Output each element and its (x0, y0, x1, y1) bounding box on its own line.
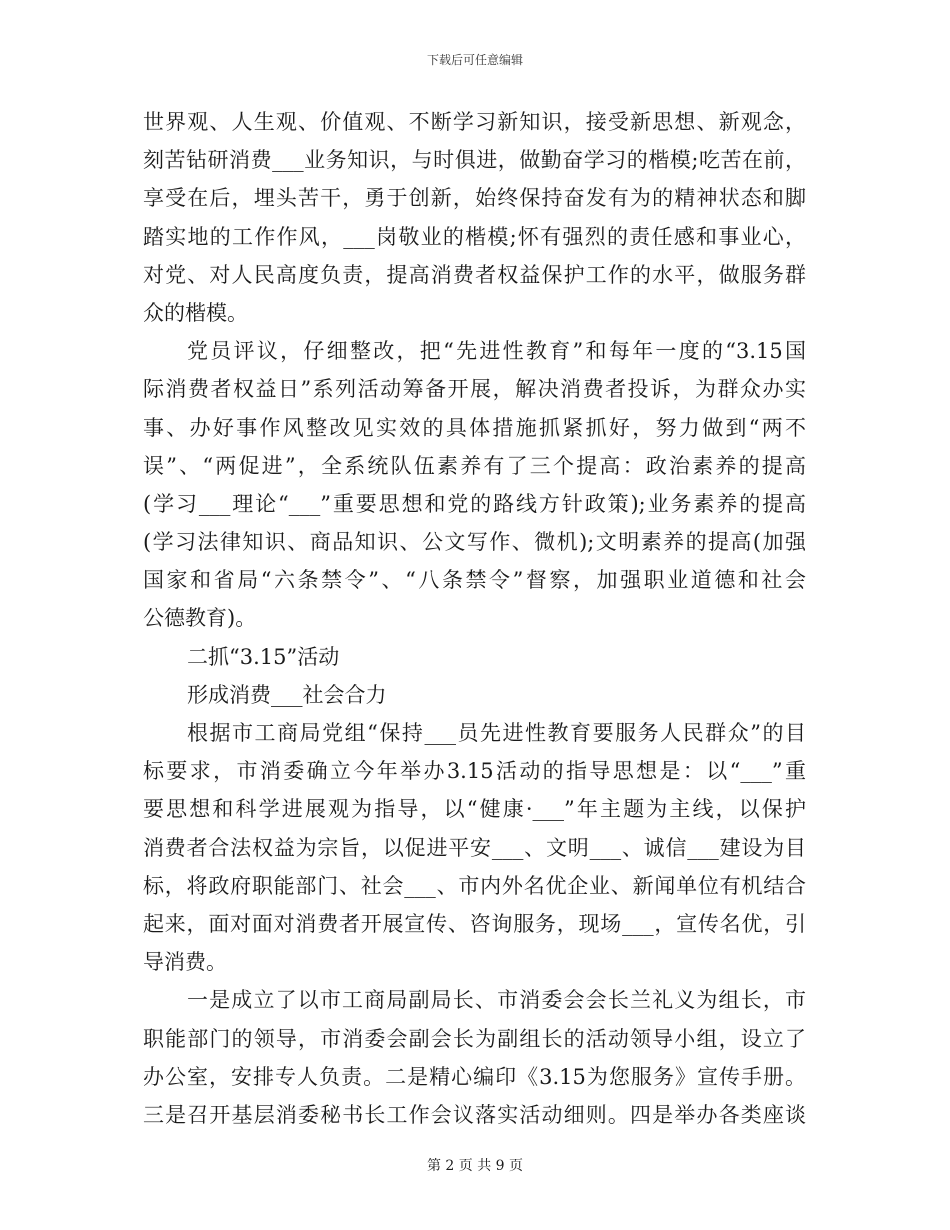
text-line: 标要求，市消委确立今年举办3.15活动的指导思想是：以“___”重 (143, 759, 806, 784)
text-line: 职能部门的领导，市消委会副会长为副组长的活动领导小组，设立了 (143, 1026, 806, 1051)
text-line: 刻苦钻研消费___业务知识，与时俱进，做勤奋学习的楷模;吃苦在前， (143, 148, 806, 173)
text-line: 众的楷模。 (143, 300, 248, 325)
text-line: 踏实地的工作作风，___岗敬业的楷模;怀有强烈的责任感和事业心， (143, 224, 806, 249)
document-body (143, 103, 806, 1134)
text-line: 误”、“两促进”，全系统队伍素养有了三个提高：政治素养的提高 (143, 453, 806, 478)
text-line: 消费者合法权益为宗旨，以促进平安___、文明___、诚信___建设为目 (143, 835, 806, 860)
text-line: 享受在后，埋头苦干，勇于创新，始终保持奋发有为的精神状态和脚 (143, 186, 806, 211)
text-line: 际消费者权益日”系列活动筹备开展，解决消费者投诉，为群众办实 (143, 377, 806, 402)
text-line: 事、办好事作风整改见实效的具体措施抓紧抓好，努力做到“两不 (143, 415, 806, 440)
text-line: 标，将政府职能部门、社会___、市内外名优企业、新闻单位有机结合 (143, 873, 806, 898)
text-line: (学习___理论“___”重要思想和党的路线方针政策);业务素养的提高 (143, 491, 806, 516)
text-line: 三是召开基层消委秘书长工作会议落实活动细则。四是举办各类座谈 (143, 1102, 806, 1127)
text-line: 世界观、人生观、价值观、不断学习新知识，接受新思想、新观念， (143, 110, 806, 134)
text-line: 起来，面对面对消费者开展宣传、咨询服务，现场___，宣传名优，引 (143, 911, 806, 936)
text-line: 国家和省局“六条禁令”、“八条禁令”督察，加强职业道德和社会 (143, 568, 806, 593)
text-line: 一是成立了以市工商局副局长、市消委会会长兰礼义为组长，市 (187, 988, 806, 1013)
text-line: 根据市工商局党组“保持___员先进性教育要服务人民群众”的目 (187, 721, 806, 745)
text-line: 党员评议，仔细整改，把“先进性教育”和每年一度的“3.15国 (187, 339, 806, 364)
text-line: 形成消费___社会合力 (187, 682, 387, 707)
text-line: 要思想和科学进展观为指导，以“健康·___”年主题为主线，以保护 (143, 797, 806, 822)
text-line: 办公室，安排专人负责。二是精心编印《3.15为您服务》宣传手册。 (143, 1064, 806, 1089)
page-footer: 第 2 页 共 9 页 (426, 1158, 524, 1174)
text-line: (学习法律知识、商品知识、公文写作、微机);文明素养的提高(加强 (143, 530, 806, 555)
page-header: 下载后可任意编辑 (426, 53, 523, 67)
text-line: 二抓“3.15”活动 (187, 644, 340, 669)
text-line: 对党、对人民高度负责，提高消费者权益保护工作的水平，做服务群 (143, 262, 806, 287)
text-line: 公德教育)。 (143, 606, 257, 631)
text-line: 导消费。 (143, 950, 227, 975)
